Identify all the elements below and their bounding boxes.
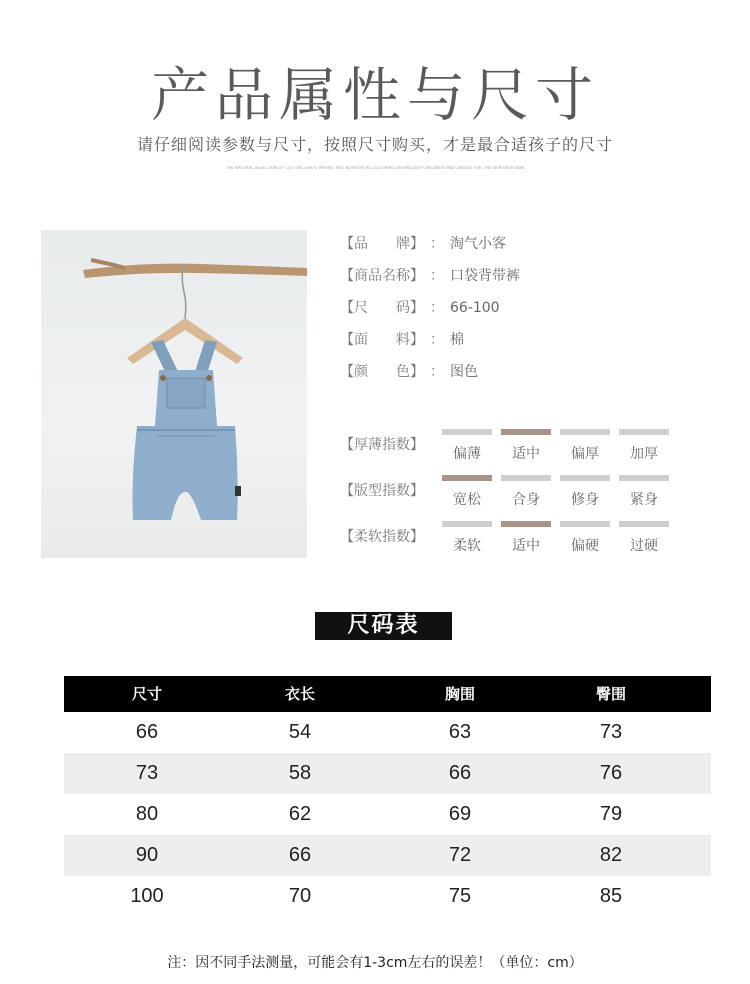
table-cell: 66 [288, 844, 312, 866]
table-cell: 100 [130, 885, 164, 907]
attribute-value: 66-100 [450, 300, 500, 316]
index-option-label: 过硬 [630, 538, 658, 554]
index-bar [619, 475, 669, 481]
attribute-value: 口袋背带裤 [450, 268, 520, 284]
page-subtitle: 请仔细阅读参数与尺寸，按照尺寸购买，才是最合适孩子的尺寸 [136, 135, 613, 154]
page-title: 产品属性与尺寸 [150, 61, 599, 129]
index-bar [619, 521, 669, 527]
index-option [619, 521, 669, 561]
index-option [619, 475, 669, 515]
index-bar [442, 429, 492, 435]
size-chart-title: 尺码表 [315, 612, 452, 640]
index-option [560, 429, 610, 469]
table-row [64, 835, 711, 876]
index-label: 【柔软指数】 [340, 529, 424, 545]
attribute-colon: ： [430, 236, 444, 252]
table-cell: 69 [448, 803, 472, 825]
index-bar [501, 475, 551, 481]
table-cell: 76 [599, 762, 623, 784]
attribute-key: 【面 料】 [340, 332, 424, 348]
table-cell: 80 [135, 803, 159, 825]
fineprint-text: THE NATURAL SELECTION OF COTTON, GREAT MEANS, NOT BORROW ALL CLOTHING DISTINGUISH CHILDREN AND CHOOSE FOR THE SKIN WITH SKIN [225, 166, 525, 170]
fit-index [340, 480, 720, 524]
column-header: 胸围 [444, 685, 475, 703]
attribute-list [340, 228, 720, 388]
attribute-key: 【品 牌】 [340, 236, 424, 252]
table-cell: 70 [288, 885, 312, 907]
softness-index [340, 526, 720, 570]
attribute-key: 【颜 色】 [340, 364, 424, 380]
index-option-label: 偏硬 [571, 538, 599, 554]
table-row [64, 876, 711, 917]
index-option [501, 429, 551, 469]
table-cell: 62 [288, 803, 312, 825]
attribute-colon: ： [430, 332, 444, 348]
index-option-label: 宽松 [453, 492, 481, 508]
index-option [442, 429, 492, 469]
table-row [64, 712, 711, 753]
attribute-value: 淘气小客 [450, 236, 506, 252]
column-header: 衣长 [284, 685, 315, 703]
table-cell: 54 [288, 721, 312, 743]
table-cell: 58 [288, 762, 312, 784]
index-option [560, 521, 610, 561]
thickness-index [340, 434, 720, 478]
index-label: 【厚薄指数】 [340, 437, 424, 453]
table-cell: 90 [135, 844, 159, 866]
index-option-label: 合身 [512, 492, 540, 508]
table-cell: 85 [599, 885, 623, 907]
index-option [501, 521, 551, 561]
index-bar [560, 429, 610, 435]
table-cell: 79 [599, 803, 623, 825]
index-option-label: 修身 [571, 492, 599, 508]
index-option-label: 加厚 [630, 446, 658, 462]
index-bar [560, 521, 610, 527]
index-bar [442, 475, 492, 481]
column-header: 尺寸 [131, 685, 162, 703]
table-cell: 63 [448, 721, 472, 743]
index-label: 【版型指数】 [340, 483, 424, 499]
table-row [64, 794, 711, 835]
attribute-row [340, 356, 720, 388]
index-option [501, 475, 551, 515]
index-option-label: 偏薄 [453, 446, 481, 462]
attribute-row [340, 260, 720, 292]
measurement-note: 注：因不同手法测量，可能会有1-3cm左右的误差！（单位：cm） [167, 955, 583, 971]
index-option-label: 适中 [512, 446, 540, 462]
table-cell: 73 [135, 762, 159, 784]
index-option [619, 429, 669, 469]
attribute-row [340, 324, 720, 356]
product-photo [41, 230, 307, 558]
table-cell: 73 [599, 721, 623, 743]
index-bar [619, 429, 669, 435]
index-option-label: 偏厚 [571, 446, 599, 462]
attribute-value: 棉 [450, 332, 464, 348]
attribute-key: 【商品名称】 [340, 268, 424, 284]
index-bar [501, 429, 551, 435]
table-cell: 66 [135, 721, 159, 743]
attribute-colon: ： [430, 364, 444, 380]
index-bar [442, 521, 492, 527]
index-option [560, 475, 610, 515]
table-row [64, 753, 711, 794]
index-option [442, 475, 492, 515]
attribute-value: 图色 [450, 364, 478, 380]
index-option [442, 521, 492, 561]
table-header [64, 676, 711, 712]
attribute-colon: ： [430, 268, 444, 284]
index-bar [501, 521, 551, 527]
table-cell: 66 [448, 762, 472, 784]
index-option-label: 紧身 [630, 492, 658, 508]
column-header: 臀围 [595, 685, 626, 703]
attribute-row [340, 292, 720, 324]
size-table [64, 676, 711, 917]
index-option-label: 适中 [512, 538, 540, 554]
table-cell: 75 [448, 885, 472, 907]
attribute-row [340, 228, 720, 260]
attribute-key: 【尺 码】 [340, 300, 424, 316]
index-bar [560, 475, 610, 481]
attribute-colon: ： [430, 300, 444, 316]
table-cell: 72 [448, 844, 472, 866]
index-option-label: 柔软 [453, 538, 481, 554]
table-cell: 82 [599, 844, 623, 866]
